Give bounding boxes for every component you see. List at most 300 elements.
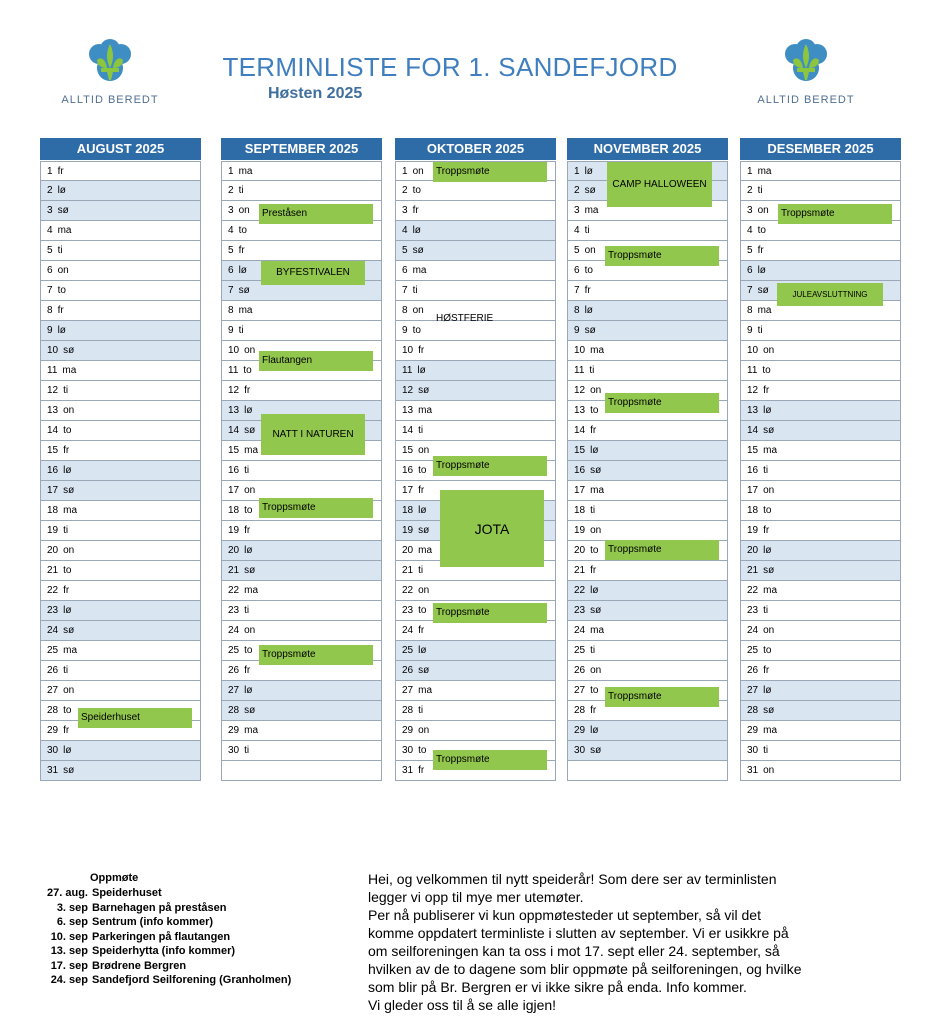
day-row [396, 241, 555, 261]
day-number: 17 [47, 485, 59, 496]
day-number: 1 [47, 166, 53, 177]
day-number: 3 [574, 205, 580, 216]
month-column [40, 138, 201, 781]
weekday: fr [418, 345, 425, 356]
day-number: 4 [747, 225, 753, 236]
day-number: 20 [402, 545, 414, 556]
note-date: 10. sep [50, 930, 88, 943]
note-item [40, 930, 291, 945]
day-number: 7 [574, 285, 580, 296]
day-number: 12 [574, 385, 586, 396]
weekday: ma [590, 625, 605, 636]
calendar-event: HØSTFERIE [436, 313, 494, 324]
day-number: 28 [574, 705, 586, 716]
weekday: to [584, 265, 593, 276]
weekday: ma [57, 225, 72, 236]
day-number: 17 [747, 485, 759, 496]
day-row [568, 761, 727, 781]
day-number: 21 [228, 565, 240, 576]
calendar-event: Troppsmøte [433, 603, 547, 623]
attendance-notes [40, 872, 291, 988]
day-row [41, 741, 200, 761]
weekday: lø [244, 405, 253, 416]
weekday: fr [763, 665, 770, 676]
day-row [222, 321, 381, 341]
day-row [741, 321, 900, 341]
weekday: lø [63, 745, 72, 756]
day-number: 28 [747, 705, 759, 716]
weekday: sø [418, 665, 430, 676]
weekday: sø [763, 425, 775, 436]
month-column [221, 138, 382, 781]
weekday: lø [63, 605, 72, 616]
weekday: lø [418, 645, 427, 656]
day-row [396, 421, 555, 441]
day-number: 27 [402, 685, 414, 696]
day-row [741, 581, 900, 601]
weekday: fr [584, 285, 591, 296]
day-row [222, 461, 381, 481]
day-number: 10 [574, 345, 586, 356]
weekday: ma [412, 265, 427, 276]
weekday: lø [584, 305, 593, 316]
day-number: 15 [574, 445, 586, 456]
day-row [741, 181, 900, 201]
day-number: 30 [402, 745, 414, 756]
day-number: 8 [402, 305, 408, 316]
weekday: on [63, 685, 75, 696]
day-number: 6 [574, 265, 580, 276]
day-number: 30 [228, 745, 240, 756]
weekday: on [244, 485, 256, 496]
day-number: 2 [402, 185, 408, 196]
month-header: SEPTEMBER 2025 [221, 138, 382, 160]
day-row [568, 621, 727, 641]
weekday: ti [584, 225, 590, 236]
note-date: 3. sep [56, 901, 88, 914]
day-row [41, 241, 200, 261]
day-number: 2 [574, 185, 580, 196]
welcome-message [368, 870, 838, 1014]
day-number: 24 [228, 625, 240, 636]
calendar-event: JULEAVSLUTTNING [777, 283, 883, 306]
note-place: Parkeringen på flautangen [92, 930, 231, 943]
day-number: 1 [574, 166, 580, 177]
day-number: 4 [402, 225, 408, 236]
weekday: on [763, 625, 775, 636]
day-number: 8 [47, 305, 53, 316]
day-row [741, 721, 900, 741]
day-row [41, 421, 200, 441]
day-row [222, 161, 381, 181]
day-number: 11 [228, 365, 239, 376]
message-line: legger vi opp til mye mer utemøter. [368, 889, 584, 905]
day-number: 18 [402, 505, 414, 516]
weekday: on [590, 385, 602, 396]
day-row [41, 321, 200, 341]
day-row [741, 161, 900, 181]
day-row [396, 621, 555, 641]
day-list [740, 161, 901, 781]
day-number: 10 [402, 345, 414, 356]
day-row [568, 421, 727, 441]
day-number: 6 [747, 265, 753, 276]
day-number: 4 [574, 225, 580, 236]
day-number: 20 [574, 545, 586, 556]
note-item [40, 973, 291, 988]
weekday: to [763, 505, 772, 516]
weekday: sø [238, 285, 250, 296]
day-number: 1 [747, 166, 753, 177]
weekday: ti [238, 185, 244, 196]
day-number: 5 [47, 245, 53, 256]
weekday: on [412, 166, 424, 177]
calendar-event: Troppsmøte [433, 456, 547, 476]
day-number: 7 [402, 285, 408, 296]
weekday: to [762, 365, 771, 376]
weekday: lø [584, 166, 593, 177]
day-row [396, 201, 555, 221]
day-number: 27 [747, 685, 759, 696]
day-number: 16 [47, 465, 59, 476]
note-date: 17. sep [50, 959, 88, 972]
weekday: sø [418, 525, 430, 536]
calendar-event: CAMP HALLOWEEN [607, 162, 712, 207]
weekday: ma [418, 405, 433, 416]
weekday: lø [57, 185, 66, 196]
day-row [41, 541, 200, 561]
weekday: fr [244, 665, 251, 676]
weekday: on [238, 205, 250, 216]
day-number: 24 [47, 625, 59, 636]
weekday: fr [57, 305, 64, 316]
day-number: 3 [747, 205, 753, 216]
day-number: 15 [402, 445, 414, 456]
page-title: TERMINLISTE FOR 1. SANDEFJORD [222, 52, 678, 82]
day-number: 16 [228, 465, 240, 476]
day-row [41, 581, 200, 601]
weekday: to [590, 405, 599, 416]
weekday: ti [757, 185, 763, 196]
calendar-event: Troppsmøte [259, 645, 373, 665]
day-row [568, 721, 727, 741]
calendar-event: Troppsmøte [605, 246, 719, 266]
day-number: 13 [574, 405, 586, 416]
weekday: lø [418, 505, 427, 516]
day-row [41, 281, 200, 301]
weekday: on [590, 525, 602, 536]
weekday: to [238, 225, 247, 236]
calendar-event: Troppsmøte [259, 498, 373, 518]
weekday: to [418, 745, 427, 756]
calendar-event: JOTA [440, 490, 544, 567]
day-number: 18 [228, 505, 240, 516]
day-number: 14 [574, 425, 586, 436]
weekday: lø [57, 325, 66, 336]
weekday: to [412, 185, 421, 196]
day-number: 5 [402, 245, 408, 256]
day-row [568, 581, 727, 601]
day-number: 29 [402, 725, 414, 736]
note-place: Speiderhuset [92, 887, 162, 899]
day-number: 4 [228, 225, 234, 236]
day-number: 8 [747, 305, 753, 316]
page-subtitle: Høsten 2025 [268, 85, 363, 102]
day-row [741, 481, 900, 501]
day-row [222, 521, 381, 541]
day-number: 21 [47, 565, 59, 576]
day-row [568, 301, 727, 321]
weekday: lø [417, 365, 426, 376]
weekday: ti [418, 565, 424, 576]
motto-left: ALLTID BEREDT [61, 94, 159, 106]
day-number: 29 [228, 725, 240, 736]
month-header: AUGUST 2025 [40, 138, 201, 160]
day-number: 6 [228, 265, 234, 276]
weekday: ti [763, 745, 769, 756]
weekday: lø [412, 225, 421, 236]
weekday: lø [757, 265, 766, 276]
day-number: 3 [228, 205, 234, 216]
weekday: fr [418, 625, 425, 636]
day-row [41, 461, 200, 481]
weekday: fr [763, 385, 770, 396]
day-number: 11 [402, 365, 413, 376]
day-row [41, 601, 200, 621]
day-row [41, 301, 200, 321]
day-row [41, 761, 200, 781]
weekday: sø [63, 625, 75, 636]
day-number: 4 [47, 225, 53, 236]
weekday: ti [244, 745, 250, 756]
day-row [396, 281, 555, 301]
weekday: sø [590, 605, 602, 616]
weekday: lø [763, 685, 772, 696]
day-row [396, 701, 555, 721]
weekday: lø [590, 725, 599, 736]
day-row [741, 541, 900, 561]
weekday: on [63, 405, 75, 416]
day-row [222, 701, 381, 721]
weekday: on [244, 345, 256, 356]
day-number: 25 [47, 645, 59, 656]
day-row [222, 741, 381, 761]
day-number: 10 [47, 345, 59, 356]
day-number: 22 [574, 585, 586, 596]
weekday: sø [418, 385, 430, 396]
day-number: 14 [228, 425, 240, 436]
day-row [41, 201, 200, 221]
day-number: 29 [47, 725, 59, 736]
day-number: 23 [402, 605, 414, 616]
day-number: 20 [747, 545, 759, 556]
calendar-event: Troppsmøte [433, 162, 547, 182]
day-row [741, 441, 900, 461]
calendar-event: NATT I NATUREN [261, 414, 365, 455]
day-number: 26 [574, 665, 586, 676]
day-row [741, 561, 900, 581]
day-row [222, 621, 381, 641]
weekday: on [584, 245, 596, 256]
message-line: om seilforeningen kan ta oss i mot 17. sept eller 24. september, så [368, 943, 780, 959]
day-number: 7 [747, 285, 753, 296]
day-row [741, 221, 900, 241]
day-row [396, 641, 555, 661]
weekday: ti [590, 645, 596, 656]
day-number: 8 [228, 305, 234, 316]
weekday: ti [57, 245, 63, 256]
day-number: 19 [747, 525, 759, 536]
weekday: ma [63, 645, 78, 656]
weekday: fr [418, 485, 425, 496]
day-row [741, 501, 900, 521]
note-place: Sentrum (info kommer) [92, 916, 214, 928]
day-number: 5 [747, 245, 753, 256]
day-number: 28 [228, 705, 240, 716]
day-number: 17 [228, 485, 240, 496]
day-number: 9 [228, 325, 234, 336]
day-number: 7 [47, 285, 53, 296]
weekday: to [63, 565, 72, 576]
day-number: 13 [747, 405, 759, 416]
day-number: 13 [228, 405, 240, 416]
weekday: on [763, 485, 775, 496]
day-row [741, 681, 900, 701]
day-number: 20 [228, 545, 240, 556]
day-row [741, 741, 900, 761]
note-date: 27. aug. [47, 887, 88, 899]
weekday: sø [590, 465, 602, 476]
day-number: 12 [402, 385, 414, 396]
weekday: ma [763, 445, 778, 456]
fleur-de-lis-icon [781, 38, 831, 88]
calendar-event: BYFESTIVALEN [261, 261, 365, 285]
day-row [568, 561, 727, 581]
calendar-event: Troppsmøte [433, 750, 547, 770]
day-number: 25 [402, 645, 414, 656]
weekday: ma [238, 166, 253, 177]
day-number: 31 [47, 765, 59, 776]
weekday: sø [244, 565, 256, 576]
weekday: ti [244, 605, 250, 616]
day-row [396, 261, 555, 281]
day-row [41, 441, 200, 461]
weekday: ti [763, 605, 769, 616]
day-number: 25 [228, 645, 240, 656]
weekday: to [590, 685, 599, 696]
day-row [741, 381, 900, 401]
calendar-event: Troppsmøte [605, 540, 719, 560]
weekday: on [418, 445, 430, 456]
weekday: sø [584, 185, 596, 196]
day-row [41, 681, 200, 701]
day-number: 10 [747, 345, 759, 356]
day-number: 27 [574, 685, 586, 696]
day-number: 8 [574, 305, 580, 316]
day-number: 19 [228, 525, 240, 536]
note-place: Speiderhytta (info kommer) [92, 945, 236, 957]
weekday: fr [757, 245, 764, 256]
weekday: ma [418, 545, 433, 556]
message-line: som blir på Br. Bergren er vi ikke sikre på enda. Info kommer. [368, 979, 747, 995]
day-row [741, 261, 900, 281]
weekday: sø [63, 485, 75, 496]
day-row [41, 221, 200, 241]
day-number: 11 [47, 365, 58, 376]
day-number: 21 [747, 565, 759, 576]
day-row [568, 501, 727, 521]
weekday: ti [763, 465, 769, 476]
weekday: sø [584, 325, 596, 336]
day-row [222, 241, 381, 261]
day-number: 22 [47, 585, 59, 596]
weekday: ma [757, 166, 772, 177]
weekday: ma [238, 305, 253, 316]
weekday: on [763, 765, 775, 776]
weekday: ti [63, 525, 69, 536]
day-row [741, 621, 900, 641]
day-number: 5 [228, 245, 234, 256]
weekday: lø [763, 405, 772, 416]
day-number: 16 [574, 465, 586, 476]
day-list [221, 161, 382, 781]
weekday: sø [412, 245, 424, 256]
day-row [396, 401, 555, 421]
weekday: ti [590, 505, 596, 516]
weekday: sø [244, 705, 256, 716]
note-item [40, 944, 291, 959]
message-line: Vi gleder oss til å se alle igjen! [368, 997, 557, 1013]
day-number: 10 [228, 345, 240, 356]
weekday: ti [418, 425, 424, 436]
day-number: 13 [402, 405, 414, 416]
day-row [222, 601, 381, 621]
day-row [568, 601, 727, 621]
day-row [568, 461, 727, 481]
weekday: ti [63, 665, 69, 676]
day-row [41, 381, 200, 401]
day-number: 7 [228, 285, 234, 296]
weekday: lø [244, 685, 253, 696]
day-row [41, 401, 200, 421]
day-row [741, 341, 900, 361]
day-number: 24 [402, 625, 414, 636]
day-number: 22 [402, 585, 414, 596]
message-line: hvilken av de to dagene som blir oppmøte på seilforeningen, og hvilke [368, 961, 802, 977]
message-line: Per nå publiserer vi kun oppmøtesteder ut september, så vil det [368, 907, 761, 923]
weekday: fr [244, 525, 251, 536]
day-number: 19 [402, 525, 414, 536]
scout-logo-left [55, 38, 165, 106]
day-row [568, 361, 727, 381]
weekday: to [57, 285, 66, 296]
day-row [41, 261, 200, 281]
day-row [41, 521, 200, 541]
day-row [741, 601, 900, 621]
day-row [568, 521, 727, 541]
weekday: on [757, 205, 769, 216]
day-number: 11 [747, 365, 758, 376]
month-header: NOVEMBER 2025 [567, 138, 728, 160]
day-row [396, 341, 555, 361]
day-row [568, 741, 727, 761]
weekday: to [757, 225, 766, 236]
day-row [741, 421, 900, 441]
weekday: to [418, 605, 427, 616]
weekday: fr [57, 166, 64, 177]
day-number: 29 [574, 725, 586, 736]
weekday: ti [238, 325, 244, 336]
